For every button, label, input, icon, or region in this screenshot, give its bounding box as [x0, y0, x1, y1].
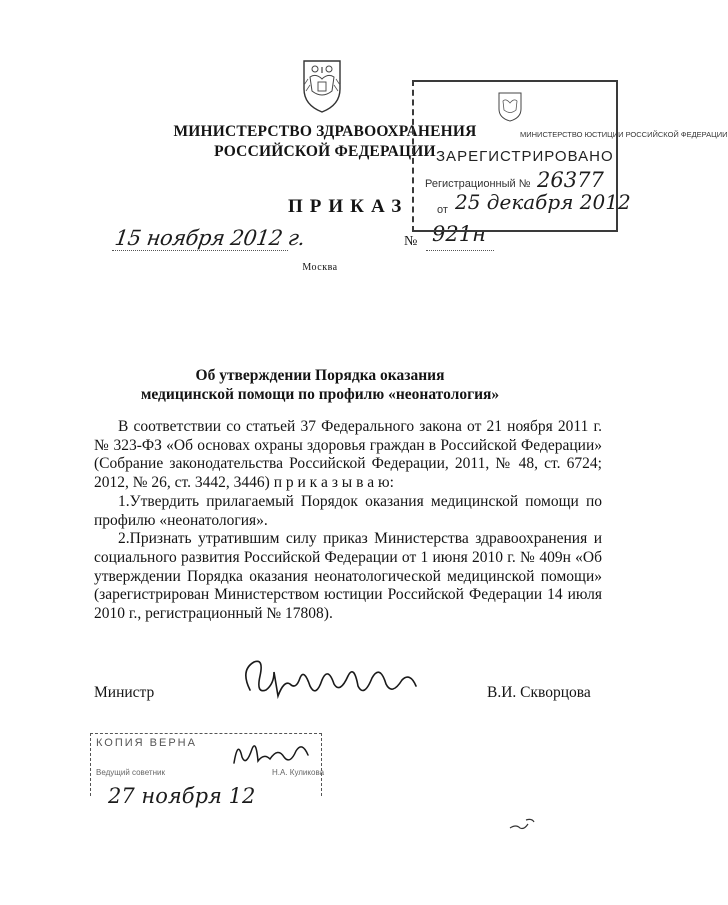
- order-date-handwritten: 15 ноября 2012 г.: [113, 226, 307, 250]
- copy-signature-icon: [228, 733, 318, 773]
- stamp-reg-number: 26377: [537, 168, 604, 192]
- city: Москва: [302, 262, 338, 273]
- number-sign: №: [404, 234, 418, 249]
- ministry-line-1: МИНИСТЕРСТВО ЗДРАВООХРАНЕНИЯ: [173, 123, 477, 140]
- subject-line-1: Об утверждении Порядка оказания: [195, 367, 445, 384]
- document-type: ПРИКАЗ: [288, 196, 409, 217]
- copy-date-handwritten: 27 ноября 12: [108, 784, 256, 808]
- coat-of-arms-icon: [298, 55, 346, 115]
- copy-stamp-person: Н.А. Куликова: [272, 768, 325, 777]
- copy-stamp-title: КОПИЯ ВЕРНА: [96, 737, 197, 749]
- order-item-1: 1.Утвердить прилагаемый Порядок оказания медицинской помощи по профилю «неонатология».: [94, 492, 602, 529]
- stamp-emblem-icon: [495, 89, 525, 123]
- order-body: [94, 418, 602, 624]
- signatory-name: В.И. Скворцова: [487, 684, 591, 701]
- initials-mark-icon: [508, 814, 538, 834]
- order-number-handwritten: 921н: [432, 222, 486, 246]
- order-item-2: 2.Признать утратившим силу приказ Министерства здравоохранения и социального развития Российской Федерации от 1 июня 2010 г. № 409н «Об утверждении Порядка оказания неонатологической медицинской помощи» (зарегистрирован Министерством юстиции Российской Федерации 14 июля 2010 г., регистрационный № 17808).: [94, 530, 602, 623]
- stamp-from-label: от: [437, 204, 448, 216]
- ministry-line-2: РОССИЙСКОЙ ФЕДЕРАЦИИ: [214, 143, 436, 160]
- copy-stamp-org: Ведущий советник: [96, 768, 165, 777]
- order-subject: [100, 366, 540, 404]
- stamp-reg-label: Регистрационный №: [425, 178, 531, 190]
- stamp-reg-date: 25 декабря 2012: [455, 190, 631, 214]
- subject-line-2: медицинской помощи по профилю «неонатология»: [140, 386, 500, 403]
- stamp-status: ЗАРЕГИСТРИРОВАНО: [436, 148, 614, 165]
- signatory-role: Министр: [94, 684, 155, 701]
- number-underline: [426, 250, 494, 251]
- stamp-agency: МИНИСТЕРСТВО ЮСТИЦИИ РОССИЙСКОЙ ФЕДЕРАЦИИ: [520, 130, 728, 139]
- date-underline: [112, 250, 288, 251]
- minister-signature-icon: [230, 650, 430, 710]
- preamble-paragraph: В соответствии со статьей 37 Федерального закона от 21 ноября 2011 г. № 323-ФЗ «Об основах охраны здоровья граждан в Российской Федерации» (Собрание законодательства Российской Федерации, 2011, № 48, ст. 6724; 2012, № 26, ст. 3442, 3446) п р и к а з ы в а ю:: [94, 418, 602, 492]
